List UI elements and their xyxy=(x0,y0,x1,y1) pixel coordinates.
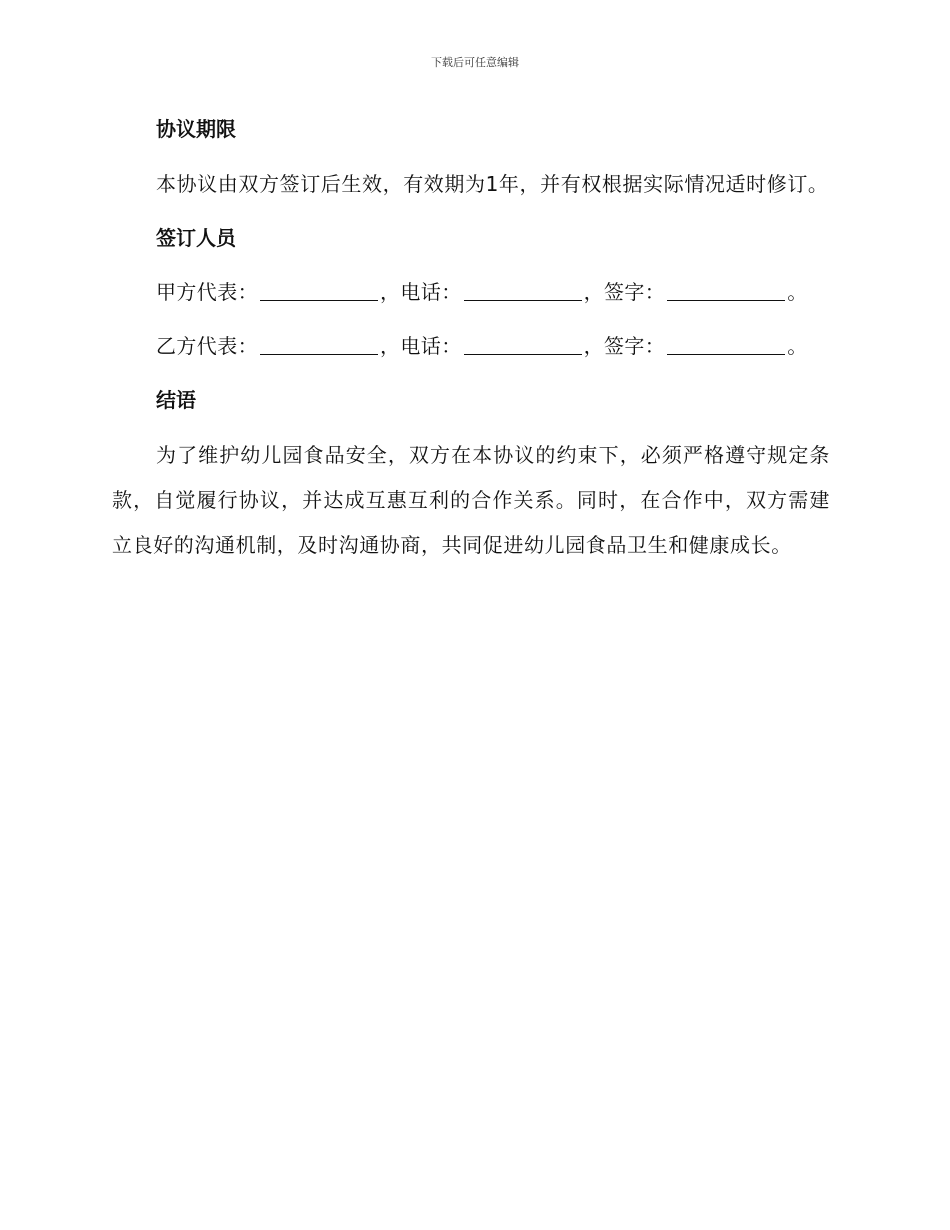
party-a-end: 。 xyxy=(787,280,808,304)
conclusion-paragraph: 为了维护幼儿园食品安全，双方在本协议的约束下，必须严格遵守规定条款，自觉履行协议，并达成互惠互利的合作关系。同时，在合作中，双方需建立良好的沟通机制，及时沟通协商，共同促进幼儿园食品卫生和健康成长。 xyxy=(112,443,830,557)
party-b-sign-label: ，签字： xyxy=(583,334,666,358)
conclusion-heading: 结语 xyxy=(156,388,196,412)
party-a-rep-blank xyxy=(260,282,378,301)
header-note: 下载后可任意编辑 xyxy=(431,56,519,69)
party-a-sign-label: ，签字： xyxy=(583,280,666,304)
party-b-phone-blank xyxy=(464,336,582,355)
term-paragraph: 本协议由双方签订后生效，有效期为1年，并有权根据实际情况适时修订。 xyxy=(156,172,829,196)
party-b-rep-blank xyxy=(260,336,378,355)
term-heading: 协议期限 xyxy=(156,117,236,141)
party-b-sign-blank xyxy=(667,336,785,355)
signatories-heading: 签订人员 xyxy=(156,226,236,250)
party-a-signature-line xyxy=(112,277,830,307)
party-a-sign-blank xyxy=(667,282,785,301)
party-b-end: 。 xyxy=(787,334,808,358)
document-body xyxy=(112,112,830,568)
party-b-rep-label: 乙方代表： xyxy=(156,334,258,358)
party-a-phone-label: ，电话： xyxy=(380,280,462,304)
party-b-phone-label: ，电话： xyxy=(380,334,462,358)
party-a-phone-blank xyxy=(464,282,582,301)
party-b-signature-line xyxy=(112,331,830,361)
party-a-rep-label: 甲方代表： xyxy=(156,280,258,304)
